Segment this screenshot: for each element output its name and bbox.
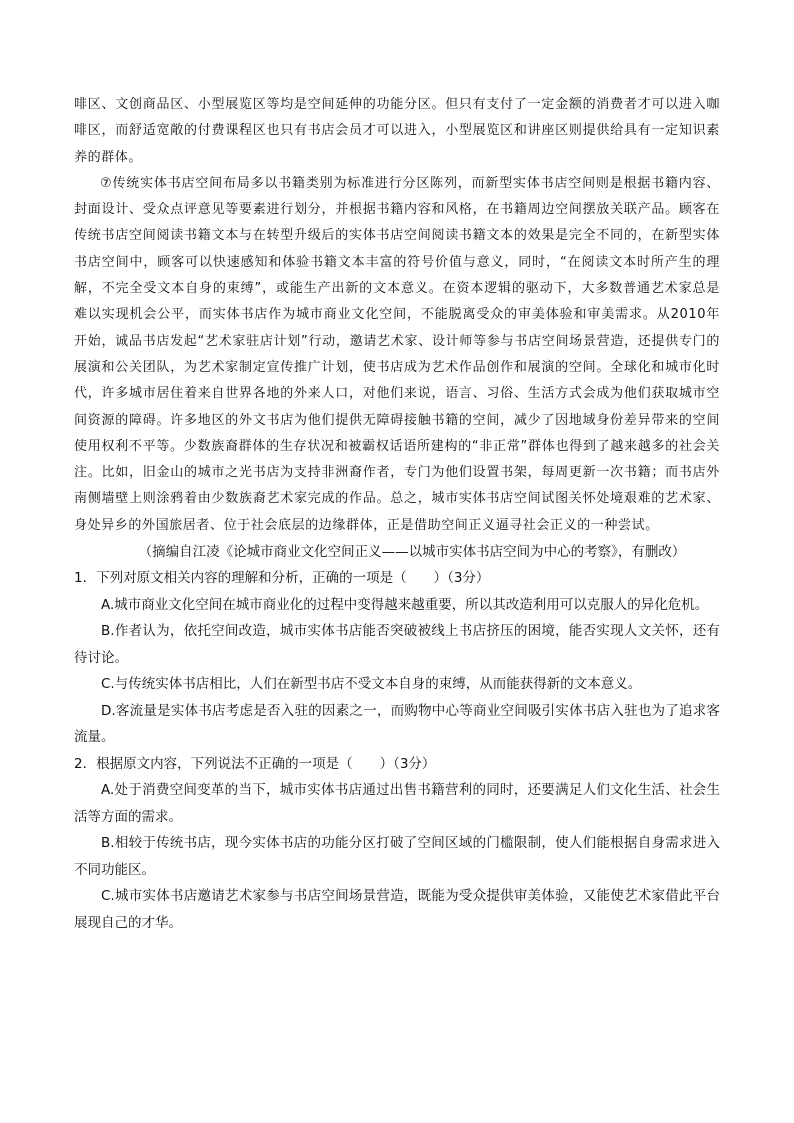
passage-paragraph-7: ⑦传统实体书店空间布局多以书籍类别为标准进行分区陈列，而新型实体书店空间则是根据书籍内容、封面设计、受众点评意见等要素进行划分，并根据书籍内容和风格，在书籍周边空间摆放关联产品。顾客在传统书店空间阅读书籍文本与在转型升级后的实体书店空间阅读书籍文本的效果是完全不同的，在新型实体书店空间中，顾客可以快速感知和体验书籍文本丰富的符号价值与意义，同时，“在阅读文本时所产生的理解，不完全受文本自身的束缚”，或能生产出新的文本意义。在资本逻辑的驱动下，大多数普通艺术家总是难以实现机会公平，而实体书店作为城市商业文化空间，不能脱离受众的审美体验和审美需求。从2010年开始，诚品书店发起“艺术家驻店计划”行动，邀请艺术家、设计师等参与书店空间场景营造，还提供专门的展演和公关团队，为艺术家制定宣传推广计划，使书店成为艺术作品创作和展演的空间。全球化和城市化时代，许多城市居住着来自世界各地的外来人口，对他们来说，语言、习俗、生活方式会成为他们获取城市空间资源的障碍。许多地区的外文书店为他们提供无障碍接触书籍的空间，减少了因地域身份差异带来的空间使用权利不平等。少数族裔群体的生存状况和被霸权话语所建构的“非正常”群体也得到了越来越多的社会关注。比如，旧金山的城市之光书店为支持非洲裔作者，专门为他们设置书架，每周更新一次书籍；而书店外南侧墙壁上则涂鸦着由少数族裔艺术家完成的作品。总之，城市实体书店空间试图关怀处境艰难的艺术家、身处异乡的外国旅居者、位于社会底层的边缘群体，正是借助空间正义逼寻社会正义的一种尝试。 [74,175,720,533]
source-citation: （摘编自江凌《论城市商业文化空间正义——以城市实体书店空间为中心的考察》，有删改） [138,544,686,561]
option-c: C.与传统实体书店相比，人们在新型书店不受文本自身的束缚，从而能获得新的文本意义。 [101,676,642,693]
question-stem: 1．下列对原文相关内容的理解和分析，正确的一项是（ ）（3分） [74,570,490,587]
option-b: B.相较于传统书店，现今实体书店的功能分区打破了空间区域的门槛限制，使人们能根据自身需求进入不同功能区。 [74,835,720,878]
passage-continuation: 啡区、文创商品区、小型展览区等均是空间延伸的功能分区。但只有支付了一定金额的消费者才可以进入咖啡区，而舒适宽敞的付费课程区也只有书店会员才可以进入，小型展览区和讲座区则提供给具有一定知识素养的群体。 [74,97,720,165]
document-page [74,92,720,936]
option-a: A.城市商业文化空间在城市商业化的过程中变得越来越重要，所以其改造利用可以克服人的异化危机。 [101,596,709,613]
option-d: D.客流量是实体书店考虑是否入驻的因素之一，而购物中心等商业空间吸引实体书店入驻也为了追求客流量。 [74,702,720,746]
question-stem: 2．根据原文内容，下列说法不正确的一项是（ ）（3分） [74,755,436,772]
option-b: B.作者认为，依托空间改造，城市实体书店能否突破被线上书店挤压的困境，能否实现人文关怀，还有待讨论。 [74,623,720,666]
question-2 [74,751,720,937]
question-1 [74,565,720,751]
option-a: A.处于消费空间变革的当下，城市实体书店通过出售书籍营利的同时，还要满足人们文化生活、社会生活等方面的需求。 [74,782,720,825]
option-c: C.城市实体书店邀请艺术家参与书店空间场景营造，既能为受众提供审美体验，又能使艺术家借此平台展现自己的才华。 [74,888,720,931]
